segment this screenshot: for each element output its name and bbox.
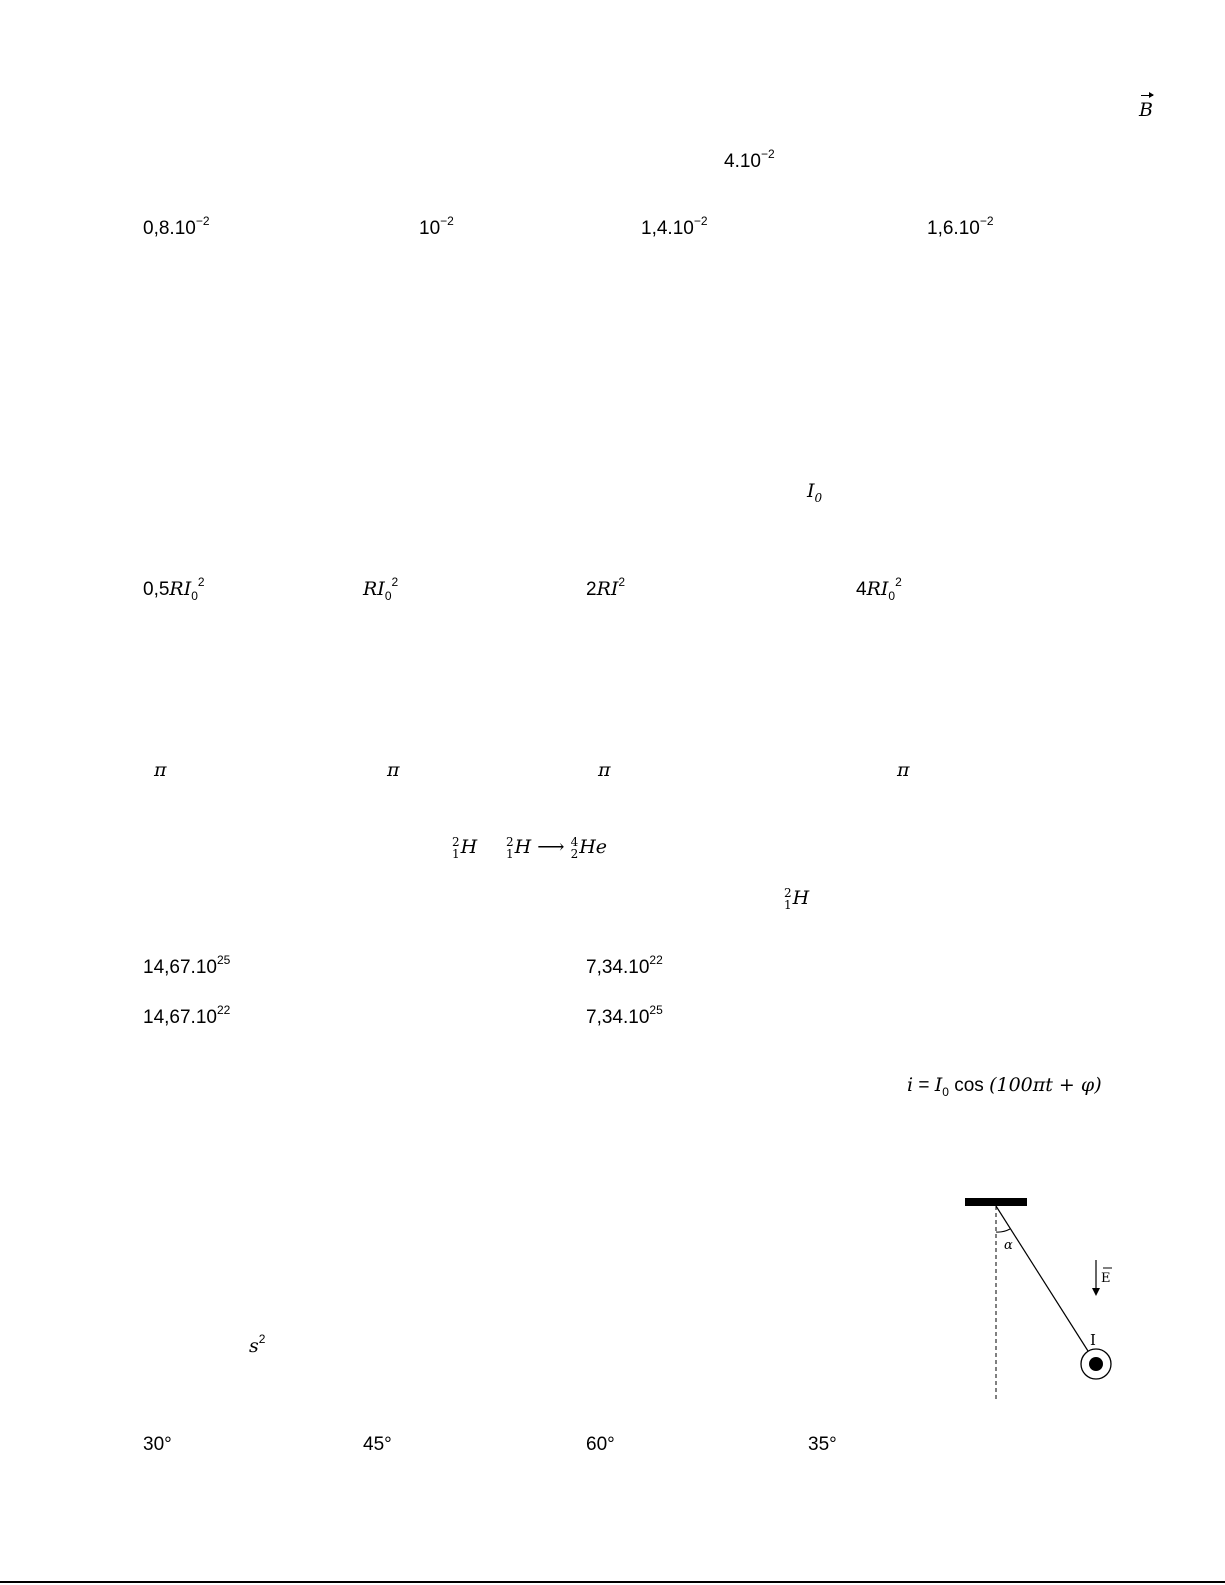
power-option-c: $2RI^2$ [586,575,626,600]
fusion-reaction-equation: 2 1 H ⟶ 4 2 He [506,835,608,861]
fusion-option-a: 14,67.10$^{25}$ [143,953,231,978]
field-vector-b: B [1139,101,1153,120]
power-option-d: $4RI_0^2$ [856,575,902,603]
phase-option-a: π [154,759,167,781]
pendulum-thread [996,1206,1088,1351]
flux-option-c: $1,4.10^{-2}$ [641,214,708,239]
fusion-option-b: 7,34.10$^{22}$ [586,953,663,978]
fusion-option-c: 14,67.10$^{22}$ [143,1003,231,1028]
phase-option-c: π [598,759,611,781]
field-arrow-head [1092,1288,1100,1296]
power-option-a: $0,5RI_0^2$ [143,575,205,603]
unit-seconds-squared: $s^2$ [249,1332,266,1357]
page-bottom-rule [0,1581,1225,1583]
pendulum-diagram [960,1195,1130,1405]
flux-option-b: $10^{-2}$ [419,214,454,239]
pendulum-support [965,1198,1027,1206]
flux-option-a: $0,8.10^{-2}$ [143,214,210,239]
fusion-option-d: 7,34.10$^{25}$ [586,1003,663,1028]
current-expression: $i = I_0$ cos (100πt + φ) [907,1074,1102,1099]
angle-option-d: 35° [808,1434,837,1455]
flux-given-value: $4.10^{-2}$ [724,147,775,172]
current-i-label: I [1090,1331,1096,1349]
angle-arc [996,1229,1010,1232]
angle-option-a: 30° [143,1434,172,1455]
fusion-nuclide-h: 2 1 H [452,835,478,861]
angle-alpha-label: α [1004,1238,1013,1253]
fusion-nuclide-h-reference: 2 1 H [784,886,810,912]
angle-option-b: 45° [363,1434,392,1455]
flux-option-d: $1,6.10^{-2}$ [927,214,994,239]
power-option-b: $RI_0^2$ [363,575,399,603]
power-given-current: $I_0$ [807,480,823,505]
field-e-label: E [1101,1271,1111,1286]
phase-option-d: π [897,759,910,781]
current-out-of-page-dot [1089,1357,1103,1371]
phase-option-b: π [387,759,400,781]
angle-option-c: 60° [586,1434,615,1455]
